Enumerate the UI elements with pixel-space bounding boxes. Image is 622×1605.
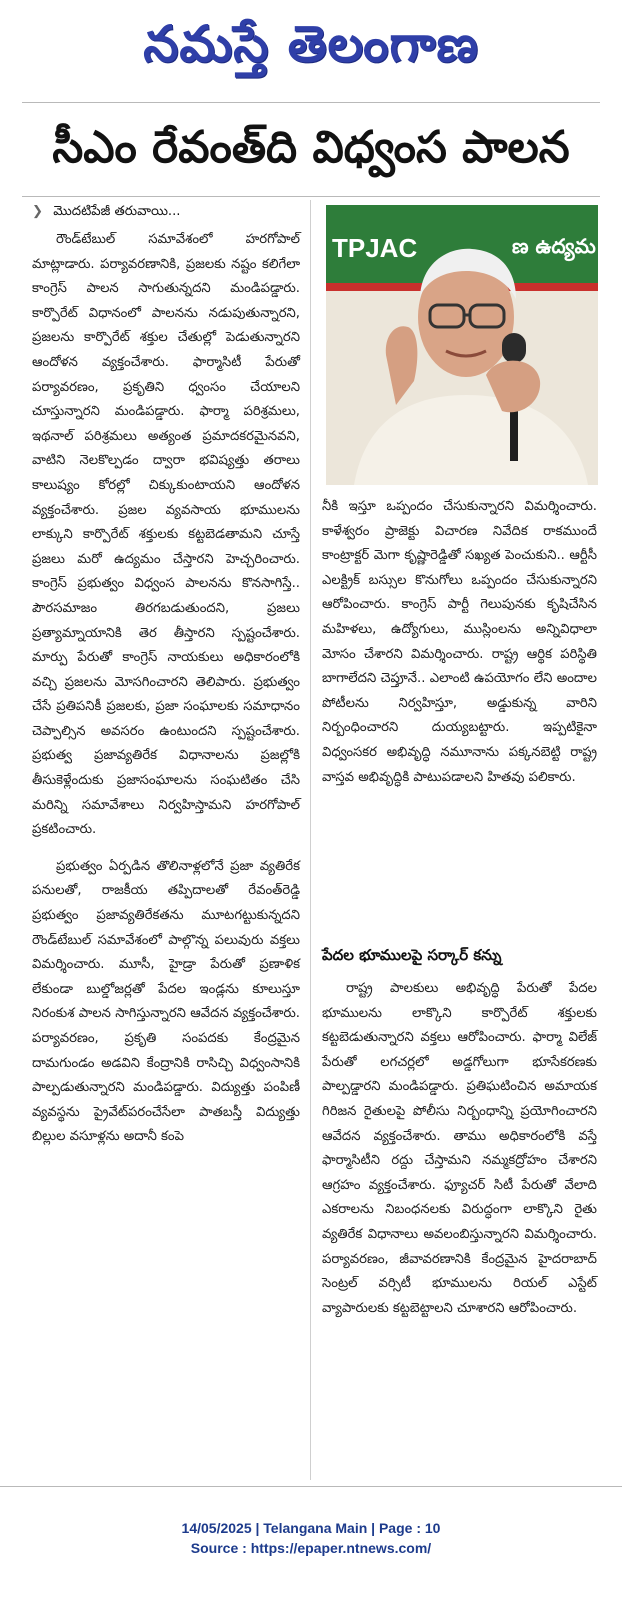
paragraph: రౌండ్‌టేబుల్ సమావేశంలో హరగోపాల్ మాట్లాడారు. పర్యావరణానికి, ప్రజలకు నష్టం కలిగేలా కాంగ్రెస్ పాలన సాగుతున్నదని మండిపడ్డారు. కార్పొరేట్ విధానంలో పాలనను నడుపుతున్నారని, ప్రజలను కార్పొరేట్ శక్తుల చేతుల్లో పెడుతున్నారని ఆందోళన వ్యక్తంచేశారు. ఫార్మాసిటీ పేరుతో పర్యావరణం, ప్రకృతిని ధ్వంసం చేయాలని చూస్తున్నారని మండిపడ్డారు. ఫార్మా పరిశ్రమలు, ఇథనాల్ పరిశ్రమలు అత్యంత ప్రమాదకరమైనవని, వాటిని నెలకొల్పడం ద్వారా భవిష్యత్తు తరాలు కాలుష్యం కోరల్లో చిక్కుకుంటాయని ఆందోళన వ్యక్తంచేశారు. ప్రజల వ్యవసాయ భూములను లాక్కుని కార్పొరేట్ శక్తులకు కట్టబెడతామని చూస్తే ప్రజలు మరో ఉద్యమం చేస్తారని హెచ్చరించారు. కాంగ్రెస్ ప్రభుత్వం విధ్వంస పాలనను కొనసాగిస్తే.. పౌరసమాజం తిరగబడుతుందని, ప్రజలు ప్రత్యామ్నాయానికి తెర తీస్తారని స్పష్టంచేశారు. మార్పు పేరుతో కాంగ్రెస్ నాయకులు అధికారంలోకి వచ్చి ప్రజలను మోసగించారని తెలిపారు. ప్రభుత్వం చేసే ప్రతిపనికీ ప్రజలకు, ప్రజా సంఘాలకు సమాధానం చెప్పాల్సిన అవసరం ఉంటుందని స్పష్టంచేశారు. ప్రభుత్వ ప్రజావ్యతిరేక విధానాలను ప్రజల్లోకి తీసుకెళ్లేందుకు ప్రజాసంఘాలను సంఘటితం చేసి మరిన్ని సమావేశాలు నిర్వహిస్తామని హరగోపాల్ ప్రకటించారు. [32,232,300,838]
banner-text: TPJAC [332,233,418,263]
footer-edition-info: 14/05/2025 | Telangana Main | Page : 10 [181,1520,441,1536]
paragraph: ప్రభుత్వం ఏర్పడిన తొలినాళ్లలోనే ప్రజా వ్యతిరేక పనులతో, రాజకీయ తప్పిదాలతో రేవంత్‌రెడ్డి ప్రభుత్వం ప్రజావ్యతిరేకతను మూటగట్టుకున్నదని రౌండ్‌టేబుల్ సమావేశంలో పాల్గొన్న పలువురు వక్తలు విమర్శించారు. మూసీ, హైడ్రా పేరుతో ప్రణాళిక లేకుండా బుల్డోజర్లతో పేదల ఇండ్లను కూలుస్తూ నిరంకుశ పాలన సాగిస్తున్నారని ఆవేదన వ్యక్తంచేశారు. పర్యావరణం, ప్రకృతి సంపదకు కేంద్రమైన దామగుండం అడవిని కేంద్రానికి రాసిచ్చి విధ్వంసానికి పాల్పడుతున్నారని మండిపడ్డారు. విద్యుత్తు పంపిణీ వ్యవస్థను ప్రైవేట్‌పరంచేసేలా పాతబస్తీ విద్యుత్తు బిల్లుల వసూళ్లను అదానీ కంపె [32,858,300,1145]
paragraph: నీకి ఇస్తూ ఒప్పందం చేసుకున్నారని విమర్శించారు. కాళేశ్వరం ప్రాజెక్టు విచారణ నివేదిక రాకముందే కాంట్రాక్టర్ మెగా కృష్ణారెడ్డితో సఖ్యత పెంచుకుని.. ఆర్టీసీ ఎలక్ట్రిక్ బస్సుల కొనుగోలు ఒప్పందం చేసుకున్నారని ఆరోపించారు. కాంగ్రెస్ పార్టీ గెలుపునకు కృషిచేసిన మహిళలు, ఉద్యోగులు, ముస్లింలను అన్నివిధాలా మోసం చేశారని విమర్శించారు. రాష్ట్ర ఆర్థిక పరిస్థితి బాగాలేదని చెప్తూనే.. ఎలాంటి ఉపయోగం లేని అందాల పోటీలను నిర్వహిస్తూ, అడ్డుకున్న వారిని నిర్బంధించారని దుయ్యబట్టారు. ఇప్పటికైనా విధ్వంసకర అభివృద్ధి నమూనాను పక్కనబెట్టి రాష్ట్ర వాస్తవ అభివృద్ధికి పాటుపడాలని హితవు పలికారు. [322,499,597,785]
paragraph: రాష్ట్ర పాలకులు అభివృద్ధి పేరుతో పేదల భూములను లాక్కొని కార్పొరేట్ శక్తులకు కట్టబెడుతున్నారని వక్తలు ఆరోపించారు. ఫార్మా విలేజ్ పేరుతో లగచర్లలో అడ్డగోలుగా భూసేకరణకు పాల్పడ్డారని మండిపడ్డారు. ప్రతిఘటించిన అమాయక గిరిజన రైతులపై పోలీసు నిర్బంధాన్ని ప్రయోగించారని ఆవేదన వ్యక్తంచేశారు. తాము అధికారంలోకి వస్తే ఫార్మాసిటీని రద్దు చేస్తామని నమ్మకద్రోహం చేశారని ఆగ్రహం వ్యక్తంచేశారు. ఫ్యూచర్ సిటీ పేరుతో వేలాది ఎకరాలను నిబంధనలకు విరుద్ధంగా లాక్కొని రైతు వ్యతిరేక విధానాలు అవలంబిస్తున్నారని విమర్శించారు. పర్యావరణం, జీవావరణానికి కేంద్రమైన హైదరాబాద్ సెంట్రల్ వర్సిటీ భూములను రియల్ ఎస్టేట్ వ్యాపారులకు కట్టబెట్టాలని చూశారని ఆరోపించారు. [322,981,597,1316]
masthead [0,0,622,100]
footer-divider [0,1486,622,1487]
footer [0,1488,622,1605]
banner-text-right: ణ ఉద్యమ [512,234,596,258]
subheading: పేదల భూములపై సర్కార్ కన్ను [322,946,502,964]
footer-source: Source : https://epaper.ntnews.com/ [190,1540,432,1556]
chevron-right-icon: ❯ [32,204,44,219]
headline-divider [22,196,600,197]
speaker-photo [326,205,598,485]
masthead-title: నమస్తే తెలంగాణ [143,14,479,73]
continued-label: మొదటిపేజీ తరువాయి... [53,204,181,219]
left-column [32,228,300,1150]
masthead-divider [22,102,600,103]
column-divider [310,200,311,1480]
right-column-bottom [322,977,597,1321]
speaker-with-microphone-photo-icon [326,205,598,485]
headline [22,112,600,194]
right-column-top [322,495,597,790]
continued-from-front-page [32,200,300,224]
headline-text: సీఎం రేవంత్‌ది విధ్వంస పాలన [52,122,570,173]
